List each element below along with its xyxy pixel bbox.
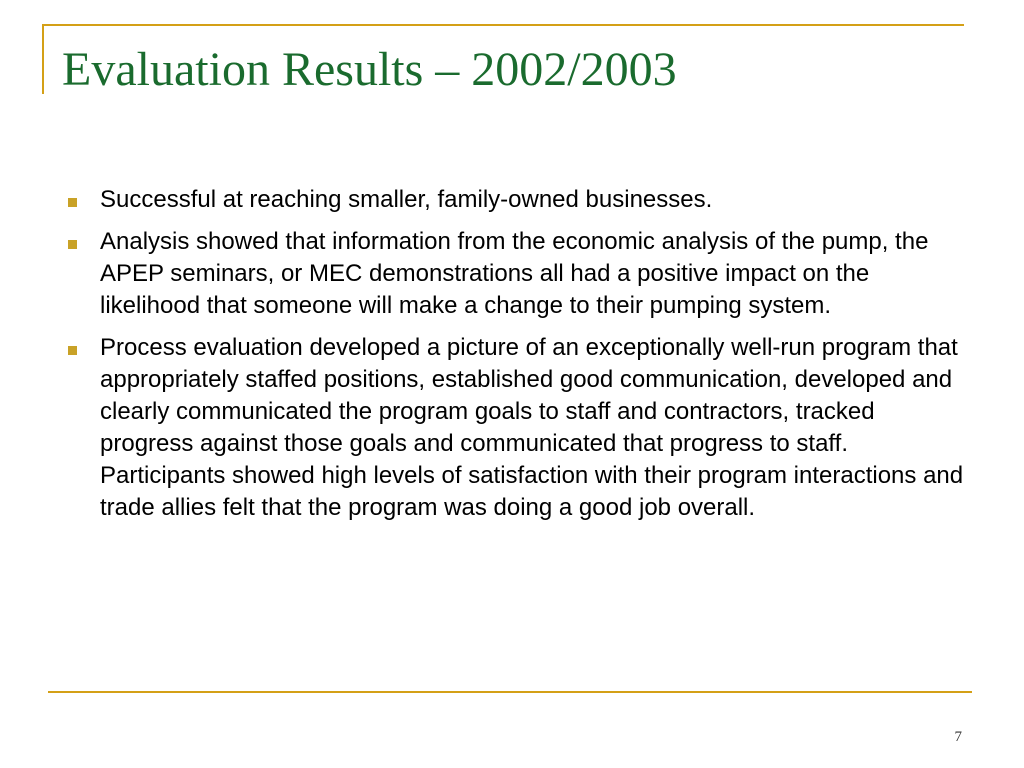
- title-frame-left-rule: [42, 24, 44, 94]
- bullet-item: [68, 332, 968, 524]
- bullet-list: [68, 184, 968, 534]
- footer-rule: [48, 691, 972, 693]
- bullet-text: Successful at reaching smaller, family-owned businesses.: [100, 186, 713, 213]
- page-number: 7: [954, 729, 962, 745]
- square-bullet-icon: [68, 346, 77, 355]
- square-bullet-icon: [68, 198, 77, 207]
- square-bullet-icon: [68, 240, 77, 249]
- bullet-text: Process evaluation developed a picture of an exceptionally well-run program that appropriately staffed positions, established good communication, developed and clearly communicated the program goals to staff and contractors, tracked progress against those goals and communicated that progress to staff. Participants showed high levels of satisfaction with their program interactions and trade allies felt that the program was doing a good job overall.: [100, 334, 964, 521]
- bullet-item: [68, 226, 968, 322]
- bullet-item: [68, 184, 968, 216]
- title-frame-top-rule: [42, 24, 964, 26]
- bullet-text: Analysis showed that information from the economic analysis of the pump, the APEP seminars, or MEC demonstrations all had a positive impact on the likelihood that someone will make a change to their pumping system.: [100, 228, 929, 319]
- slide-title: Evaluation Results – 2002/2003: [62, 43, 677, 96]
